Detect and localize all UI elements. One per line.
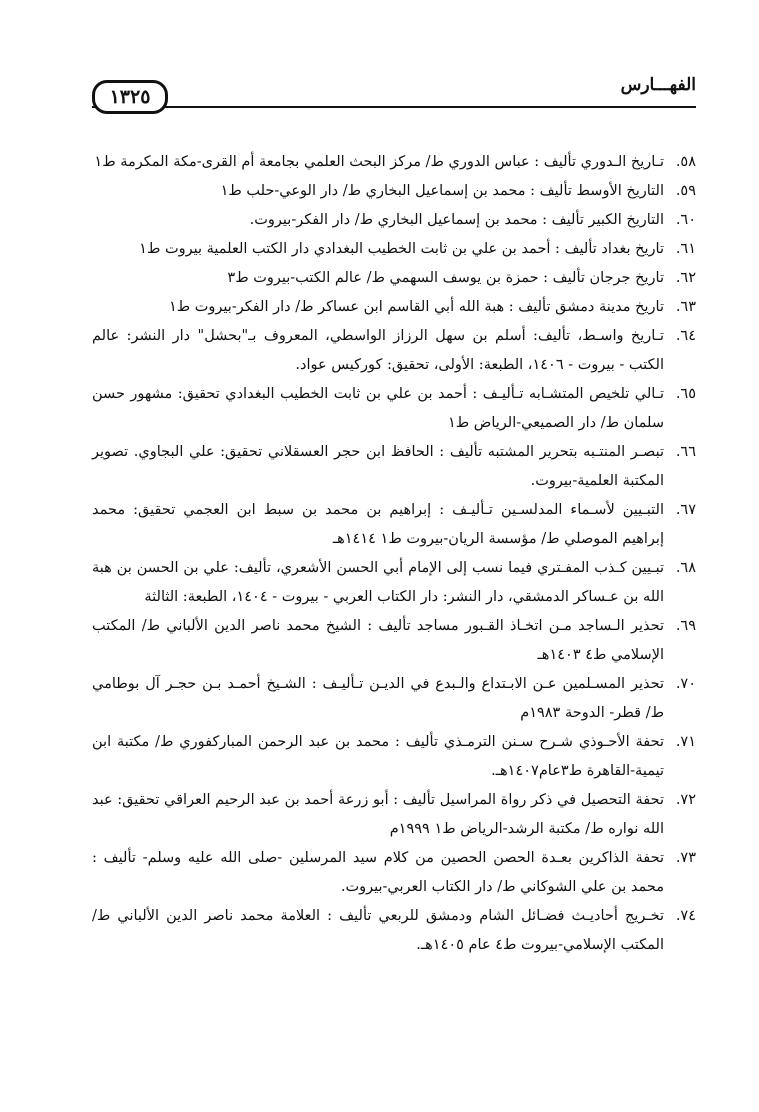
- entry-text: تحفة الذاكرين بعـدة الحصن الحصين من كلام سيد المرسلين -صلى الله عليه وسلم- تأليف : محمد بن علي الشوكاني ط/ دار الكتاب العربي-بيروت.: [92, 850, 664, 895]
- entry-number: ٦٦.: [675, 444, 696, 460]
- entry-number: ٧٠.: [675, 676, 696, 692]
- bibliography-entry: [92, 728, 696, 786]
- entry-number: ٥٩.: [675, 183, 696, 199]
- entry-number: ٦٠.: [675, 212, 696, 228]
- entry-text: تخـريج أحاديـث فضـائل الشام ودمشق للربعي تأليف : العلامة محمد ناصر الدين الألباني ط/ المكتب الإسلامي-بيروت ط٤ عام ١٤٠٥هـ.: [92, 908, 664, 953]
- bibliography-entry: [92, 206, 696, 235]
- entry-text: تاريخ جرجان تأليف : حمزة بن يوسف السهمي ط/ عالم الكتب-بيروت ط٣: [227, 270, 664, 286]
- entry-text: تحفة الأحـوذي شـرح سـنن الترمـذي تأليف : محمد بن عبد الرحمن المباركفوري ط/ مكتبة ابن تيمية-القاهرة ط٣عام١٤٠٧هـ.: [92, 734, 664, 779]
- entry-text: تحفة التحصيل في ذكر رواة المراسيل تأليف : أبو زرعة أحمد بن عبد الرحيم العراقي تحقيق: عبد الله نواره ط/ مكتبة الرشد-الرياض ط١ ١٩٩٩م: [92, 792, 664, 837]
- entry-text: تبـيين كـذب المفـتري فيما نسب إلى الإمام أبي الحسن الأشعري، تأليف: علي بن الحسن بن هبة الله بن عـساكر الدمشقي، دار النشر: دار الكتاب العربي - بيروت - ١٤٠٤، الطبعة: الثالثة: [92, 560, 664, 605]
- entry-text: تاريخ مدينة دمشق تأليف : هبة الله أبي القاسم ابن عساكر ط/ دار الفكر-بيروت ط١: [168, 299, 664, 315]
- bibliography-entry: [92, 844, 696, 902]
- entry-number: ٦١.: [675, 241, 696, 257]
- bibliography-entry: [92, 612, 696, 670]
- entry-number: ٦٩.: [675, 618, 696, 634]
- entry-text: التبـيين لأسـماء المدلسـين تـأليـف : إبراهيم بن محمد بن سبط ابن العجمي تحقيق: محمد إبراهيم الموصلي ط/ مؤسسة الريان-بيروت ط١ ١٤١٤هـ: [92, 502, 664, 547]
- bibliography-entry: [92, 902, 696, 960]
- entry-number: ٦٨.: [675, 560, 696, 576]
- entry-number: ٦٧.: [675, 502, 696, 518]
- bibliography-entry: [92, 496, 696, 554]
- entry-number: ٦٤.: [675, 328, 696, 344]
- entry-text: تحذير المسـلمين عـن الابـتداع والـبدع في الديـن تـأليـف : الشـيخ أحمـد بـن حجـر آل بوطامي ط/ قطر- الدوحة ١٩٨٣م: [92, 676, 664, 721]
- entry-text: تـاريخ الـدوري تأليف : عباس الدوري ط/ مركز البحث العلمي بجامعة أم القرى-مكة المكرمة ط١: [94, 154, 664, 170]
- entry-number: ٧٣.: [675, 850, 696, 866]
- bibliography-entry: [92, 670, 696, 728]
- bibliography-entry: [92, 293, 696, 322]
- bibliography-list: [92, 148, 696, 960]
- page-number: ١٣٢٥: [92, 80, 168, 114]
- entry-text: تاريخ بغداد تأليف : أحمد بن علي بن ثابت الخطيب البغدادي دار الكتب العلمية بيروت ط١: [139, 241, 664, 257]
- bibliography-entry: [92, 235, 696, 264]
- running-title: الفهـــارس: [620, 75, 696, 95]
- bibliography-entry: [92, 380, 696, 438]
- bibliography-entry: [92, 554, 696, 612]
- entry-number: ٧٢.: [675, 792, 696, 808]
- bibliography-entry: [92, 438, 696, 496]
- entry-text: التاريخ الأوسط تأليف : محمد بن إسماعيل البخاري ط/ دار الوعي-حلب ط١: [220, 183, 664, 199]
- entry-text: تـاريخ واسـط، تأليف: أسلم بن سهل الرزاز الواسطي، المعروف بـ"بحشل" دار النشر: عالم الكتب - بيروت - ١٤٠٦، الطبعة: الأولى، تحقيق: كوركيس عواد.: [92, 328, 664, 373]
- entry-number: ٥٨.: [675, 154, 696, 170]
- entry-text: تـالي تلخيص المتشـابه تـأليـف : أحمد بن علي بن ثابت الخطيب البغدادي تحقيق: مشهور حسن سلمان ط/ دار الصميعي-الرياض ط١: [92, 386, 664, 431]
- entry-number: ٧١.: [675, 734, 696, 750]
- entry-number: ٦٣.: [675, 299, 696, 315]
- entry-text: تبصـر المنتـبه بتحرير المشتبه تأليف : الحافظ ابن حجر العسقلاني تحقيق: علي البجاوي. تصوير المكتبة العلمية-بيروت.: [92, 444, 664, 489]
- bibliography-entry: [92, 322, 696, 380]
- entry-number: ٦٢.: [675, 270, 696, 286]
- bibliography-entry: [92, 264, 696, 293]
- entry-text: التاريخ الكبير تأليف : محمد بن إسماعيل البخاري ط/ دار الفكر-بيروت.: [249, 212, 664, 228]
- bibliography-entry: [92, 177, 696, 206]
- entry-text: تحذير الـساجد مـن اتخـاذ القـبور مساجد تأليف : الشيخ محمد ناصر الدين الألباني ط/ المكتب الإسلامي ط٤ ١٤٠٣هـ: [92, 618, 664, 663]
- page-header: [92, 72, 696, 108]
- entry-number: ٧٤.: [675, 908, 696, 924]
- bibliography-entry: [92, 148, 696, 177]
- entry-number: ٦٥.: [675, 386, 696, 402]
- bibliography-entry: [92, 786, 696, 844]
